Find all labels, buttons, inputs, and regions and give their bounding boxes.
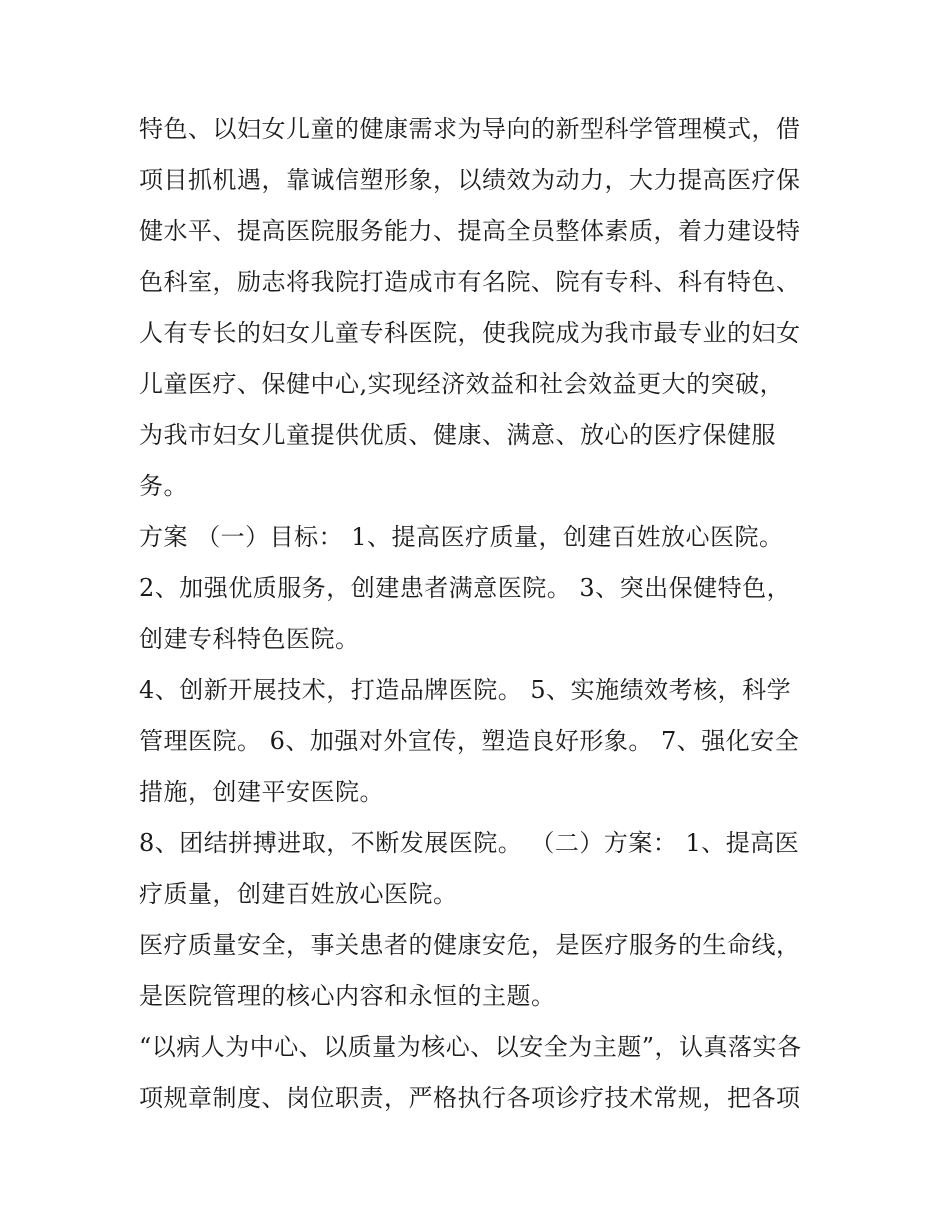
text-line-7: 为我市妇女儿童提供优质、健康、满意、放心的医疗保健服 xyxy=(139,421,776,449)
text-line-15: 8、团结拼搏进取，不断发展医院。 （二）方案： 1、提高医 xyxy=(139,829,800,857)
text-line-6: 儿童医疗、保健中心,实现经济效益和社会效益更大的突破， xyxy=(139,370,785,398)
text-line-19: “以病人为中心、以质量为核心、以安全为主题”，认真落实各 xyxy=(139,1033,802,1061)
text-line-16: 疗质量，创建百姓放心医院。 xyxy=(139,880,458,908)
text-line-1: 特色、以妇女儿童的健康需求为导向的新型科学管理模式，借 xyxy=(139,115,801,143)
text-line-10: 2、加强优质服务，创建患者满意医院。 3、突出保健特色， xyxy=(139,574,792,602)
text-line-14: 措施，创建平安医院。 xyxy=(139,778,384,806)
text-line-2: 项目抓机遇，靠诚信塑形象，以绩效为动力，大力提高医疗保 xyxy=(139,166,801,194)
document-body xyxy=(139,104,839,1124)
text-line-5: 人有专长的妇女儿童专科医院，使我院成为我市最专业的妇女 xyxy=(139,319,801,347)
text-line-12: 4、创新开展技术，打造品牌医院。 5、实施绩效考核，科学 xyxy=(139,676,792,704)
text-line-17: 医疗质量安全，事关患者的健康安危，是医疗服务的生命线， xyxy=(139,931,801,959)
text-line-20: 项规章制度、岗位职责，严格执行各项诊疗技术常规，把各项 xyxy=(139,1084,801,1112)
text-line-13: 管理医院。 6、加强对外宣传，塑造良好形象。 7、强化安全 xyxy=(139,727,800,755)
text-line-3: 健水平、提高医院服务能力、提高全员整体素质，着力建设特 xyxy=(139,217,801,245)
text-line-8: 务。 xyxy=(139,472,188,500)
text-line-4: 色科室，励志将我院打造成市有名院、院有专科、科有特色、 xyxy=(139,268,801,296)
text-line-18: 是医院管理的核心内容和永恒的主题。 xyxy=(139,982,556,1010)
text-line-11: 创建专科特色医院。 xyxy=(139,625,360,653)
text-line-9: 方案 （一）目标： 1、提高医疗质量，创建百姓放心医院。 xyxy=(139,523,784,551)
